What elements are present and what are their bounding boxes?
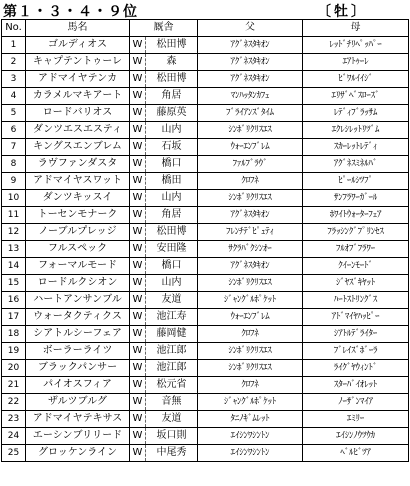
cell-track-mark: W	[130, 428, 146, 445]
col-header-sire: 父	[198, 20, 303, 37]
cell-stable: 松田博	[146, 224, 198, 241]
cell-dam: ﾍﾞﾙﾋﾞﾂｱ	[303, 445, 409, 462]
cell-stable: 藤岡健	[146, 326, 198, 343]
cell-no: 16	[2, 292, 26, 309]
col-header-stable: 厩舎	[130, 20, 198, 37]
cell-dam: ｸｲｰﾝﾓｰﾄﾞ	[303, 258, 409, 275]
cell-sire: ﾌｧﾙﾌﾞﾗｳﾞ	[198, 156, 303, 173]
cell-no: 25	[2, 445, 26, 462]
cell-horse-name: カラメルマキアート	[26, 88, 130, 105]
table-body	[2, 37, 409, 462]
cell-dam: ｴｱﾄｩｰﾚ	[303, 54, 409, 71]
cell-horse-name: ゴルディオス	[26, 37, 130, 54]
cell-dam: ﾌﾗｯｼﾝｸﾞﾌﾟﾘﾝｾｽ	[303, 224, 409, 241]
cell-track-mark: W	[130, 105, 146, 122]
cell-horse-name: アドマイヤテンカ	[26, 71, 130, 88]
cell-track-mark: W	[130, 241, 146, 258]
cell-no: 9	[2, 173, 26, 190]
cell-no: 20	[2, 360, 26, 377]
cell-sire: ﾌﾞﾗｲｱﾝｽﾞﾀｲﾑ	[198, 105, 303, 122]
cell-sire: ｳｫｰｴﾝﾌﾞﾚﾑ	[198, 309, 303, 326]
col-header-name: 馬名	[26, 20, 130, 37]
cell-sire: ｱｸﾞﾈｽﾀｷｵﾝ	[198, 37, 303, 54]
cell-track-mark: W	[130, 37, 146, 54]
cell-dam: ｱｸﾞﾈｽﾐﾈﾙﾊﾞ	[303, 156, 409, 173]
cell-stable: 松田博	[146, 71, 198, 88]
cell-track-mark: W	[130, 207, 146, 224]
cell-no: 14	[2, 258, 26, 275]
table-row	[2, 360, 409, 377]
table-row	[2, 156, 409, 173]
cell-sire: ｼﾝﾎﾞﾘｸﾘｽｴｽ	[198, 190, 303, 207]
cell-dam: ﾊｰﾄｽﾄﾘﾝｸﾞｽ	[303, 292, 409, 309]
table-row	[2, 173, 409, 190]
cell-stable: 松元省	[146, 377, 198, 394]
cell-track-mark: W	[130, 360, 146, 377]
table-row	[2, 224, 409, 241]
cell-sire: ｻｸﾗﾊﾞｸｼﾝｵｰ	[198, 241, 303, 258]
cell-stable: 森	[146, 54, 198, 71]
page-header	[0, 0, 410, 19]
cell-no: 17	[2, 309, 26, 326]
cell-no: 4	[2, 88, 26, 105]
cell-horse-name: フルスペック	[26, 241, 130, 258]
cell-stable: 池江郎	[146, 360, 198, 377]
cell-horse-name: アドマイヤテキサス	[26, 411, 130, 428]
cell-dam: ｴｲｼﾝﾉｳﾂｳｶ	[303, 428, 409, 445]
table-row	[2, 122, 409, 139]
col-header-dam: 母	[303, 20, 409, 37]
page-title: 第１・３・４・９位	[3, 4, 138, 20]
cell-horse-name: ダンツキッスイ	[26, 190, 130, 207]
cell-track-mark: W	[130, 445, 146, 462]
cell-sire: ｼﾞｬﾝｸﾞﾙﾎﾟｹｯﾄ	[198, 394, 303, 411]
cell-track-mark: W	[130, 394, 146, 411]
cell-dam: ｴｸﾚｼﾚｯﾄﾘﾂﾞﾑ	[303, 122, 409, 139]
cell-no: 6	[2, 122, 26, 139]
cell-dam: ﾗｲｸﾞﾔｳｨﾝﾄﾞ	[303, 360, 409, 377]
cell-dam: ｱﾄﾞﾏｲﾔﾊｯﾋﾟｰ	[303, 309, 409, 326]
cell-stable: 石坂	[146, 139, 198, 156]
table-row	[2, 258, 409, 275]
cell-no: 11	[2, 207, 26, 224]
cell-track-mark: W	[130, 54, 146, 71]
cell-track-mark: W	[130, 173, 146, 190]
cell-stable: 橋口	[146, 156, 198, 173]
cell-dam: ﾌﾞﾚｲｽﾞﾎﾞｰﾗ	[303, 343, 409, 360]
header-row	[2, 20, 409, 37]
col-header-no: No.	[2, 20, 26, 37]
cell-stable: 音無	[146, 394, 198, 411]
cell-stable: 松田博	[146, 37, 198, 54]
cell-dam: ﾚｯﾄﾞﾁﾘﾍﾟｯﾊﾟｰ	[303, 37, 409, 54]
cell-no: 22	[2, 394, 26, 411]
cell-sire: ｱｸﾞﾈｽﾀｷｵﾝ	[198, 54, 303, 71]
table-row	[2, 54, 409, 71]
cell-no: 19	[2, 343, 26, 360]
table-row	[2, 343, 409, 360]
cell-horse-name: ウォータクティクス	[26, 309, 130, 326]
cell-no: 12	[2, 224, 26, 241]
cell-horse-name: ダンツエスエスティ	[26, 122, 130, 139]
cell-stable: 坂口則	[146, 428, 198, 445]
cell-sire: ｼﾝﾎﾞﾘｸﾘｽｴｽ	[198, 343, 303, 360]
cell-horse-name: ラヴファンダスタ	[26, 156, 130, 173]
cell-stable: 橋田	[146, 173, 198, 190]
table-row	[2, 139, 409, 156]
sex-label: 〔牡〕	[317, 4, 368, 20]
cell-no: 8	[2, 156, 26, 173]
cell-track-mark: W	[130, 377, 146, 394]
cell-no: 5	[2, 105, 26, 122]
cell-no: 24	[2, 428, 26, 445]
cell-stable: 池江寿	[146, 309, 198, 326]
cell-track-mark: W	[130, 190, 146, 207]
cell-stable: 山内	[146, 122, 198, 139]
cell-stable: 安田隆	[146, 241, 198, 258]
cell-stable: 橋口	[146, 258, 198, 275]
table-row	[2, 377, 409, 394]
cell-dam: ｻﾝﾌﾗﾜｰｶﾞｰﾙ	[303, 190, 409, 207]
cell-horse-name: ハートアンサンブル	[26, 292, 130, 309]
cell-horse-name: ロードルクシオン	[26, 275, 130, 292]
table-row	[2, 428, 409, 445]
cell-track-mark: W	[130, 326, 146, 343]
cell-stable: 池江郎	[146, 343, 198, 360]
cell-no: 10	[2, 190, 26, 207]
cell-stable: 山内	[146, 275, 198, 292]
cell-stable: 藤原英	[146, 105, 198, 122]
table-row	[2, 445, 409, 462]
cell-track-mark: W	[130, 139, 146, 156]
cell-track-mark: W	[130, 88, 146, 105]
cell-sire: ｴｲｼﾝﾜｼﾝﾄﾝ	[198, 445, 303, 462]
cell-sire: ｸﾛﾌﾈ	[198, 377, 303, 394]
cell-track-mark: W	[130, 292, 146, 309]
cell-track-mark: W	[130, 258, 146, 275]
cell-stable: 山内	[146, 190, 198, 207]
table-row	[2, 309, 409, 326]
horse-table	[1, 19, 409, 462]
cell-no: 7	[2, 139, 26, 156]
cell-no: 21	[2, 377, 26, 394]
cell-no: 15	[2, 275, 26, 292]
table-row	[2, 190, 409, 207]
cell-sire: ﾌﾚﾝﾁﾃﾞﾋﾟｭﾃｨ	[198, 224, 303, 241]
table-row	[2, 275, 409, 292]
cell-dam: ｼｱﾄﾙﾃﾞﾗｲﾀｰ	[303, 326, 409, 343]
cell-horse-name: キャプテントゥーレ	[26, 54, 130, 71]
table-row	[2, 411, 409, 428]
table-row	[2, 326, 409, 343]
table-row	[2, 105, 409, 122]
cell-horse-name: エーシンブリリード	[26, 428, 130, 445]
cell-stable: 友道	[146, 292, 198, 309]
cell-no: 2	[2, 54, 26, 71]
cell-horse-name: シアトルシーフェア	[26, 326, 130, 343]
cell-sire: ｱｸﾞﾈｽﾀｷｵﾝ	[198, 71, 303, 88]
cell-track-mark: W	[130, 411, 146, 428]
cell-horse-name: ボーラーライツ	[26, 343, 130, 360]
cell-dam: ﾎﾜｲﾄｳｫｰﾀｰﾌｪｱ	[303, 207, 409, 224]
cell-track-mark: W	[130, 309, 146, 326]
cell-no: 1	[2, 37, 26, 54]
cell-track-mark: W	[130, 343, 146, 360]
cell-horse-name: トーセンモナーク	[26, 207, 130, 224]
table-row	[2, 241, 409, 258]
cell-no: 13	[2, 241, 26, 258]
table-row	[2, 71, 409, 88]
cell-dam: ﾋﾞﾜﾙｲｲｼﾞ	[303, 71, 409, 88]
cell-horse-name: キングスエンブレム	[26, 139, 130, 156]
cell-dam: ｽｶｰﾚｯﾄﾚﾃﾞｨ	[303, 139, 409, 156]
cell-no: 23	[2, 411, 26, 428]
cell-sire: ｳｫｰｴﾝﾌﾞﾚﾑ	[198, 139, 303, 156]
cell-dam: ﾚﾃﾞｨﾌﾞﾗｯｻﾑ	[303, 105, 409, 122]
cell-stable: 中尾秀	[146, 445, 198, 462]
cell-track-mark: W	[130, 156, 146, 173]
cell-sire: ｱｸﾞﾈｽﾀｷｵﾝ	[198, 258, 303, 275]
cell-no: 3	[2, 71, 26, 88]
cell-horse-name: ザルツブルグ	[26, 394, 130, 411]
table-row	[2, 88, 409, 105]
cell-horse-name: ロードバリオス	[26, 105, 130, 122]
cell-dam: ﾌﾙｵﾌﾞﾌﾗﾜｰ	[303, 241, 409, 258]
cell-sire: ｱｸﾞﾈｽﾀｷｵﾝ	[198, 207, 303, 224]
cell-stable: 友道	[146, 411, 198, 428]
cell-sire: ｸﾛﾌﾈ	[198, 173, 303, 190]
cell-track-mark: W	[130, 224, 146, 241]
cell-horse-name: ノーブルプレッジ	[26, 224, 130, 241]
cell-sire: ｴｲｼﾝﾜｼﾝﾄﾝ	[198, 428, 303, 445]
cell-horse-name: ブラックパンサー	[26, 360, 130, 377]
cell-sire: ｼﾝﾎﾞﾘｸﾘｽｴｽ	[198, 275, 303, 292]
cell-sire: ｸﾛﾌﾈ	[198, 326, 303, 343]
cell-horse-name: グロッケンライン	[26, 445, 130, 462]
cell-sire: ｼﾝﾎﾞﾘｸﾘｽｴｽ	[198, 360, 303, 377]
cell-sire: ﾏﾝﾊｯﾀﾝｶﾌｪ	[198, 88, 303, 105]
cell-sire: ｼﾝﾎﾞﾘｸﾘｽｴｽ	[198, 122, 303, 139]
cell-dam: ｴﾐﾘｰ	[303, 411, 409, 428]
cell-stable: 角居	[146, 207, 198, 224]
cell-dam: ｽﾀｰﾊﾞｲｵﾚｯﾄ	[303, 377, 409, 394]
cell-track-mark: W	[130, 71, 146, 88]
cell-stable: 角居	[146, 88, 198, 105]
cell-track-mark: W	[130, 275, 146, 292]
cell-track-mark: W	[130, 122, 146, 139]
cell-sire: ﾀﾆﾉｷﾞﾑﾚｯﾄ	[198, 411, 303, 428]
cell-horse-name: フォーマルモード	[26, 258, 130, 275]
cell-horse-name: パイオスフィア	[26, 377, 130, 394]
table-row	[2, 292, 409, 309]
cell-dam: ｴﾘｻﾞﾍﾞｽﾛｰｽﾞ	[303, 88, 409, 105]
cell-horse-name: アドマイヤスワット	[26, 173, 130, 190]
cell-dam: ﾋﾟｰﾙｼﾂﾌﾟ	[303, 173, 409, 190]
table-row	[2, 207, 409, 224]
cell-no: 18	[2, 326, 26, 343]
cell-dam: ｼﾞﾔｽﾞｷﾔｯﾄ	[303, 275, 409, 292]
cell-sire: ｼﾞｬﾝｸﾞﾙﾎﾟｹｯﾄ	[198, 292, 303, 309]
cell-dam: ﾉｰｻﾞﾝﾏｲｱ	[303, 394, 409, 411]
table-row	[2, 394, 409, 411]
table-row	[2, 37, 409, 54]
